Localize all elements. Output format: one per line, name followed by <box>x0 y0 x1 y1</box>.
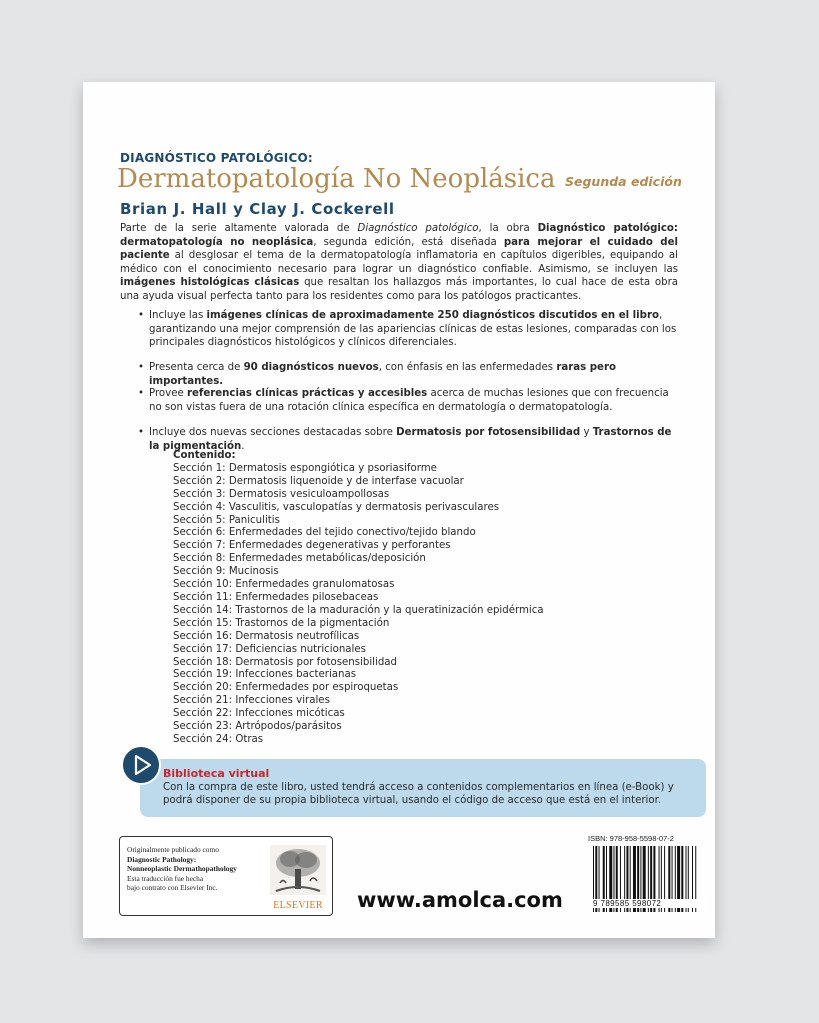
virtual-library-title: Biblioteca virtual <box>163 767 270 780</box>
contents-item: Sección 3: Dermatosis vesiculoampollosas <box>173 488 390 500</box>
contents-item: Sección 17: Deficiencias nutricionales <box>173 643 366 655</box>
contents-item: Sección 19: Infecciones bacterianas <box>173 669 357 681</box>
bullet-new-diagnoses: • Presenta cerca de 90 diagnósticos nuevos, con énfasis en las enfermedades raras pero importantes. <box>149 361 679 388</box>
back-cover <box>83 82 715 938</box>
original-publication-text: Originalmente publicado como Diagnostic Pathology: Nonneoplastic Dermathopathology Esta traducción fue hecha bajo contrato con Elsevier Inc. <box>127 845 237 893</box>
contents-item: Sección 18: Dermatosis por fotosensibilidad <box>173 656 398 668</box>
contents-item: Sección 8: Enfermedades metabólicas/deposición <box>173 553 426 565</box>
contents-item: Sección 24: Otras <box>173 733 264 745</box>
edition-label: Segunda edición <box>565 174 682 189</box>
contents-item: Sección 4: Vasculitis, vasculopatías y dermatosis perivasculares <box>173 501 500 513</box>
series-label: DIAGNÓSTICO PATOLÓGICO: <box>120 151 313 165</box>
bullet-new-sections: • Incluye dos nuevas secciones destacadas sobre Dermatosis por fotosensibilidad y Trastornos de la pigmentación. <box>149 426 679 453</box>
contents-item: Sección 1: Dermatosis espongiótica y psoriasiforme <box>173 462 437 474</box>
contents-item: Sección 22: Infecciones micóticas <box>173 708 345 720</box>
elsevier-wordmark: ELSEVIER <box>273 900 323 911</box>
contents-item: Sección 20: Enfermedades por espiroquetas <box>173 682 399 694</box>
bullet-clinical-images: • Incluye las imágenes clínicas de aproximadamente 250 diagnósticos discutidos en el libro, garantizando una mejor comprensión de las apariencias clínicas de estas lesiones, comparadas con los principales diagnósticos histológicos y clínicos diferenciales. <box>149 309 679 350</box>
elsevier-logo <box>270 845 326 909</box>
contents-item: Sección 11: Enfermedades pilosebaceas <box>173 591 379 603</box>
barcode-digits: 9 789585 598072 <box>593 899 707 908</box>
authors: Brian J. Hall y Clay J. Cockerell <box>120 200 395 218</box>
virtual-library-text: Con la compra de este libro, usted tendrá acceso a contenidos complementarios en línea (e-Book) y podrá disponer de su propia biblioteca virtual, usando el código de acceso que está en el interior. <box>163 782 674 807</box>
website-url[interactable]: www.amolca.com <box>357 888 563 912</box>
contents-item: Sección 7: Enfermedades degenerativas y perforantes <box>173 540 451 552</box>
contents-item: Sección 21: Infecciones virales <box>173 695 330 707</box>
contents-item: Sección 9: Mucinosis <box>173 566 279 578</box>
contents-item: Sección 14: Trastornos de la maduración y la queratinización epidérmica <box>173 604 544 616</box>
intro-paragraph: Parte de la serie altamente valorada de Diagnóstico patológico, la obra Diagnóstico patológico: dermatopatología no neoplásica, segunda edición, está diseñada para mejorar el cuidado del paciente al desglosar el tema de la dermatopatología inflamatoria en capítulos digeribles, equipando al médico con el conocimiento necesario para lograr un diagnóstico confiable. Asimismo, se incluyen las imágenes histológicas clásicas que resaltan los hallazgos más importantes, lo cual hace de esta obra una ayuda visual perfecta tanto para los residentes como para los patólogos practicantes. <box>120 223 679 302</box>
bullet-references: • Provee referencias clínicas prácticas y accesibles acerca de muchas lesiones que con frecuencia no son vistas fuera de una rotación clínica específica en dermatología o dermatopatología. <box>149 387 679 414</box>
elsevier-tree-icon <box>270 845 326 895</box>
contents-item: Sección 16: Dermatosis neutrofílicas <box>173 630 360 642</box>
isbn-label: ISBN: 978-958-5598-07-2 <box>588 834 674 843</box>
contents-heading: Contenido: <box>173 450 236 461</box>
play-triangle-icon <box>121 745 161 785</box>
contents-item: Sección 15: Trastornos de la pigmentación <box>173 617 390 629</box>
table-of-contents <box>173 450 544 747</box>
contents-item: Sección 2: Dermatosis liquenoide y de interfase vacuolar <box>173 475 464 487</box>
book-title: Dermatopatología No Neoplásica <box>117 164 556 194</box>
original-publication-box <box>119 836 333 916</box>
contents-item: Sección 6: Enfermedades del tejido conectivo/tejido blando <box>173 527 476 539</box>
contents-item: Sección 10: Enfermedades granulomatosas <box>173 579 395 591</box>
contents-item: Sección 5: Paniculitis <box>173 514 280 526</box>
contents-item: Sección 23: Artrópodos/parásitos <box>173 721 342 733</box>
